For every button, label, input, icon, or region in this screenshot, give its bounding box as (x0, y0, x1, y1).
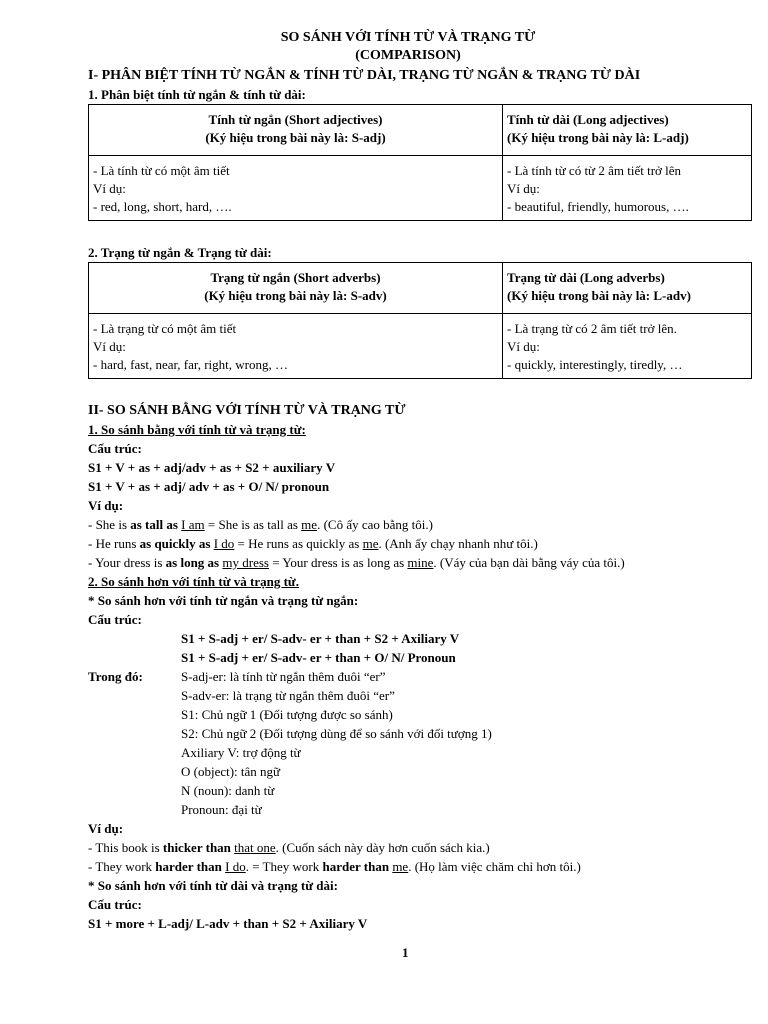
adjectives-table (88, 104, 752, 221)
cell-line: Ví dụ: (507, 181, 540, 196)
structure-label: Cấu trúc: (88, 441, 142, 456)
header-line: (Ký hiệu trong bài này là: L-adj) (507, 130, 689, 145)
cell-line: - beautiful, friendly, humorous, …. (507, 199, 689, 214)
formula-4: S1 + S-adj + er/ S-adv- er + than + O/ N/ Pronoun (181, 650, 456, 665)
cell-line: - Là trạng từ có 2 âm tiết trở lên. (507, 321, 677, 336)
definition-item: S1: Chủ ngữ 1 (Đối tượng được so sánh) (181, 707, 393, 722)
example-1: - She is as tall as I am = She is as tall as me. (Cô ấy cao bằng tôi.) (88, 517, 433, 532)
definition-item: S2: Chủ ngữ 2 (Đối tượng dùng để so sánh với đối tượng 1) (181, 726, 492, 741)
header-line: Tính từ dài (Long adjectives) (507, 112, 669, 127)
table-header-long-adv (503, 263, 752, 314)
definition-item: N (noun): danh từ (181, 783, 275, 798)
example-5: - They work harder than I do. = They work harder than me. (Họ làm việc chăm chỉ hơn tôi.) (88, 859, 581, 874)
formula-1: S1 + V + as + adj/adv + as + S2 + auxiliary V (88, 460, 336, 475)
header-line: (Ký hiệu trong bài này là: S-adj) (205, 130, 386, 145)
trong-do-label: Trong đó: (88, 669, 143, 684)
cell-line: Ví dụ: (93, 181, 126, 196)
table-cell-long-adv (503, 314, 752, 379)
table-cell-short-adv (89, 314, 503, 379)
definition-item: S-adj-er: là tính từ ngắn thêm đuôi “er” (181, 669, 386, 684)
structure-label-2: Cấu trúc: (88, 612, 142, 627)
section-2-subheading-1: 1. So sánh bằng với tính từ và trạng từ: (88, 422, 306, 437)
definition-item: O (object): tân ngữ (181, 764, 281, 779)
formula-5: S1 + more + L-adj/ L-adv + than + S2 + Axiliary V (88, 916, 368, 931)
formula-3: S1 + S-adj + er/ S-adv- er + than + S2 + Axiliary V (181, 631, 460, 646)
cell-line: - red, long, short, hard, …. (93, 199, 232, 214)
star-heading-1: * So sánh hơn với tính từ ngắn và trạng từ ngắn: (88, 593, 359, 608)
table-cell-long-adj (503, 156, 752, 221)
header-line: (Ký hiệu trong bài này là: S-adv) (204, 288, 387, 303)
cell-line: - quickly, interestingly, tiredly, … (507, 357, 683, 372)
definition-item: Pronoun: đại từ (181, 802, 262, 817)
example-4: - This book is thicker than that one. (Cuốn sách này dày hơn cuốn sách kia.) (88, 840, 490, 855)
table-header-short-adv (89, 263, 503, 314)
example-3: - Your dress is as long as my dress = Your dress is as long as mine. (Váy của bạn dài bằng váy của tôi.) (88, 555, 625, 570)
cell-line: - Là tính từ có từ 2 âm tiết trở lên (507, 163, 682, 178)
example-2: - He runs as quickly as I do = He runs as quickly as me. (Anh ấy chạy nhanh như tôi.) (88, 536, 538, 551)
page-number: 1 (402, 945, 409, 960)
title-line-1: SO SÁNH VỚI TÍNH TỪ VÀ TRẠNG TỪ (280, 30, 536, 45)
header-line: (Ký hiệu trong bài này là: L-adv) (507, 288, 691, 303)
section-1-subheading-2: 2. Trạng từ ngắn & Trạng từ dài: (88, 245, 272, 260)
header-line: Tính từ ngắn (Short adjectives) (208, 112, 383, 127)
cell-line: Ví dụ: (93, 339, 126, 354)
header-line: Trạng từ dài (Long adverbs) (507, 270, 665, 285)
star-heading-2: * So sánh hơn với tính từ dài và trạng từ dài: (88, 878, 338, 893)
definition-item: S-adv-er: là trạng từ ngắn thêm đuôi “er” (181, 688, 395, 703)
structure-label-3: Cấu trúc: (88, 897, 142, 912)
example-label-2: Ví dụ: (88, 821, 124, 836)
title-line-2: (COMPARISON) (355, 48, 461, 63)
adverbs-table (88, 262, 752, 379)
section-2-subheading-2: 2. So sánh hơn với tính từ và trạng từ. (88, 574, 299, 589)
section-2-heading: II- SO SÁNH BẰNG VỚI TÍNH TỪ VÀ TRẠNG TỪ (88, 403, 406, 418)
cell-line: - Là tính từ có một âm tiết (93, 163, 230, 178)
section-1-heading: I- PHÂN BIỆT TÍNH TỪ NGẮN & TÍNH TỪ DÀI, TRẠNG TỪ NGẮN & TRẠNG TỪ DÀI (88, 68, 641, 83)
table-header-long-adj (503, 105, 752, 156)
example-label: Ví dụ: (88, 498, 124, 513)
section-1-subheading-1: 1. Phân biệt tính từ ngắn & tính từ dài: (88, 87, 306, 102)
cell-line: - Là trạng từ có một âm tiết (93, 321, 237, 336)
definition-item: Axiliary V: trợ động từ (181, 745, 301, 760)
table-header-short-adj (89, 105, 503, 156)
header-line: Trạng từ ngắn (Short adverbs) (210, 270, 381, 285)
cell-line: - hard, fast, near, far, right, wrong, … (93, 357, 288, 372)
table-cell-short-adj (89, 156, 503, 221)
formula-2: S1 + V + as + adj/ adv + as + O/ N/ pronoun (88, 479, 330, 494)
cell-line: Ví dụ: (507, 339, 540, 354)
